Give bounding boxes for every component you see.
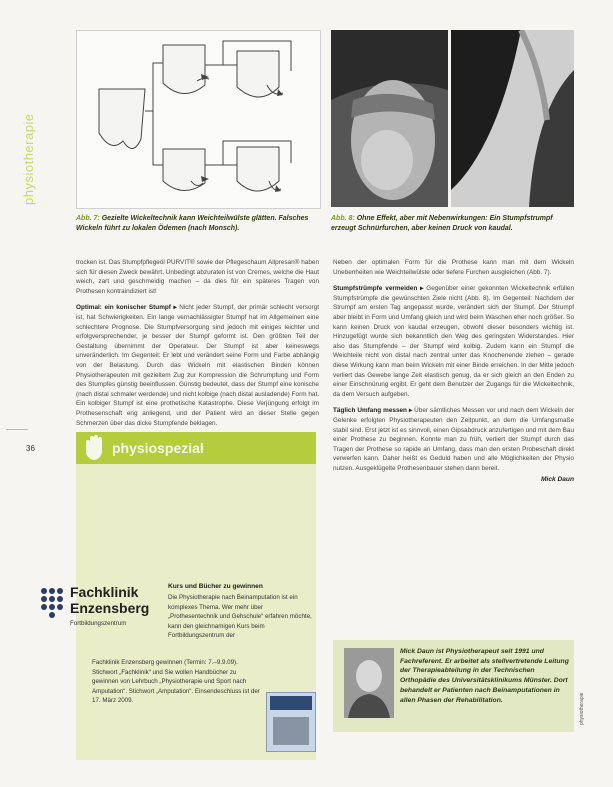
figure-8-left-svg [331,30,448,207]
left-paragraph-2-text: Nicht jeder Stumpf, der primär schlecht versorgt ist, hat Schwierigkeiten. Ein lange vernachlässigter Stumpf hat im Allgemeinen eine schlechtere Prognose. Die Stumpfversorgung sind jedoch mit einiges leichter und erfolgversprechender, je besser der Stumpf geformt ist. Den größten Teil der Gestaltung übernimmt der Operateur. Der Stumpf ist aber keineswegs unveränderlich. Im Gegenteil: Er lebt und verändert seine Form und Farbe abhängig von der Belastung. Durch das Wickeln mit elastischen Binden können Physiotherapeuten mit gezieltem Zug zur Kompression die Schrumpfung und Form des Stumpfes günstig beeinflussen. Günstig bedeutet, dass der Stumpf eine konische (nach distal schmaler werdende) und nicht kolbige (nach distal ausladende) Form hat. Ein kolbiger Stumpf ist eine prothetische Katastrophe. Diese Verjüngung erfolgt im Prothesenschaft eng anliegend, und der Patient wird an dieser Stelle gegen Schmerzen über das dicke Stumpfende beklagen. [76,304,319,427]
author-photo [344,648,394,718]
clinic-name [70,584,149,616]
page-number: 36 [26,444,35,453]
contest-text: Die Physiotherapie nach Beinamputation ist ein komplexes Thema. Wer mehr über „Prothesentechnik und Gehschule“ erfahren möchte, kann den gleichnamigen Kurs beim Fortbildungszentrum der [168,594,312,639]
author-bio: Mick Daun ist Physiotherapeut seit 1991 und Fachreferent. Er arbeitet als stellvertretende Leitung der Therapieabteilung in der Technischen Orthopädie des Universitätsklinikums Münster. Dort behandelt er Patienten nach Beinamputationen in allen Phasen der Rehabilitation. [400,648,569,704]
physiospezial-title: physiospezial [112,440,204,456]
figure-7-svg [77,31,320,208]
clinic-subtitle: Fortbildungszentrum [70,620,127,627]
author-photo-svg [344,648,394,718]
right-paragraph-1: Neben der optimalen Form für die Prothese kann man mit dem Wickeln Unebenheiten wie Weichteilwülste oder tiefere Furchen ausgleichen (Abb. 7). [333,259,574,276]
clinic-name-line-2: Enzensberg [70,600,150,616]
fachklinik-logo-icon [38,585,66,619]
figure-8-stump-photo-left [331,30,448,207]
figure-7-caption [76,214,322,233]
figure-8-caption-label: Abb. 8: [331,215,355,222]
figure-8-caption-text: Ohne Effekt, aber mit Nebenwirkungen: Ein Stumpfstrumpf erzeugt Schnürfurchen, aber keinen Druck von kaudal. [331,215,553,232]
left-column [76,258,319,435]
right-paragraph-3 [333,406,574,473]
right-column [333,258,574,485]
right-paragraph-2-text: Gegenüber einer gekonnten Wickeltechnik erfüllen Stumpfstrümpfe die gewünschten Ziele nicht (Abb. 8). Im Gegenteil: Nachdem der Strumpf am ersten Tag angepasst wurde, verändert sich der Stumpf. Der Strumpf aber bleibt in Form und Umfang gleich und wird beim Waschen eher noch größer. So kann keinen Druck von kaudal erzeugen, obwohl dieser besonders wichtig ist. Hinzugefügt wurde sich bekanntlich den Weg des geringsten Widerstandes. Hier also das Stumpfende – der Stumpf wird kolbig. Zudem kann ein Stumpf die Weichteile nicht von distal nach zentral unter das Knochenende ziehen – gerade diese Wirkung kann man beim Wickeln mit einer Binde erreichen. In der Mitte jedoch verliert das Gewebe lange Zeit elastisch genug, da er sich gleich an den Enden zu einer Einschnürung ergibt. Er geht dem Benutzer der Zugangs für die Wickeltechnik, da dem Versuch aufgeben. [333,285,575,398]
right-paragraph-3-text: Über sämtliches Messen vor und nach dem Wickeln der Gelenke erfolgten Physiotherapeuten den Zeitpunkt, an dem die Umfangsmaße stabil sind. Erst jetzt ist es sinnvoll, einen Gipsabdruck anzufertigen und mit dem Bau einer Prothese zu beginnen. Konnte man zu früh, verliert der Stumpf durch das Tragen der Prothese so rapide an Umfang, dass man den ersten Probeschaft direkt verwerfen kann. Daher heißt es Geduld haben und alle Möglichkeiten der Physio nutzen. Ausgeklügelte Prothesenbauer stehen dann bereit. [333,407,574,472]
article-author: Mick Daun [541,476,574,484]
book-cover-image [266,692,316,752]
right-paragraph-2 [333,284,574,399]
page-number-rule [6,429,28,430]
magazine-footer-label: physiotherapie [579,692,585,725]
hand-icon [82,434,108,462]
section-side-label: physiotherapie [21,113,36,205]
left-subheading: Optimal: ein konischer Stumpf ▸ [76,304,177,312]
figure-7-caption-text: Gezielte Wickeltechnik kann Weichteilwülste glätten. Falsches Wickeln führt zu lokalen Ödemen (nach Monsch). [76,215,309,232]
contest-heading: Kurs und Bücher zu gewinnen [168,583,263,590]
book-cover-title-band [270,696,312,710]
contest-text-continued: Fachklinik Enzensberg gewinnen (Termin: 7.–9.9.09). Stichwort „Fachklinik“ und Sie wollen Handbücher zu gewinnen von Lehrbuch „Physiotherapie und Sport nach Amputation“. Stichwort „Amputation“. Einsendeschluss ist der 17. März 2009. [92,659,260,704]
right-subheading-2: Täglich Umfang messen ▸ [333,407,413,415]
figure-8-stump-photo-right [451,30,574,207]
left-paragraph-1: trocken ist. Das Stumpfpflegeöl PURVIT® sowie der Pflegeschaum Allpresan® haben sich für diesen Zweck bewährt. Unbedingt abzuraten ist von Cremes, welche die Haut weich, zart und geschmeidig machen – da dies für ein späteres Tragen von Prothesen kontraindiziert ist! [76,259,319,295]
physiospezial-header [76,432,316,464]
book-cover-photo [273,717,309,745]
figure-8-caption [331,214,575,233]
figure-8-right-svg [451,30,574,207]
clinic-name-line-1: Fachklinik [70,584,139,600]
right-subheading-1: Stumpfstrümpfe vermeiden ▸ [333,285,424,293]
figure-7-caption-label: Abb. 7: [76,215,100,222]
figure-7-wrapping-diagram [76,30,321,209]
left-paragraph-2 [76,303,319,428]
